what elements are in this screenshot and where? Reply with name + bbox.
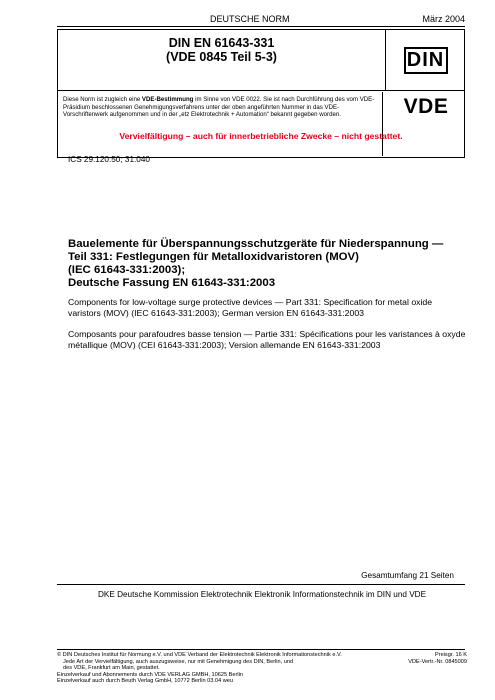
footer-line-4: Einzelverkauf und Abonnements durch VDE VERLAG GMBH, 10625 Berlin — [57, 671, 243, 678]
footer-line-3: des VDE, Frankfurt am Main, gestattet. — [63, 665, 160, 672]
header-rule — [57, 26, 465, 27]
footer-line-5: Einzelverkauf auch durch Beuth Verlag GmbH, 10772 Berlin 03.04 weu — [57, 678, 233, 685]
vde-logo-cell — [387, 92, 465, 158]
din-logo — [404, 47, 448, 74]
footer-rule — [57, 649, 465, 650]
vde-logo — [404, 95, 449, 119]
footer-line-2: Jede Art der Vervielfältigung, auch auszugsweise, nur mit Genehmigung des DIN, Berlin, und — [63, 658, 294, 665]
norm-type: DEUTSCHE NORM — [210, 14, 290, 24]
main-title-line-1: Bauelemente für Überspannungsschutzgeräte für Niederspannung — — [68, 238, 444, 250]
vde-notice — [63, 92, 383, 156]
footer-copyright — [57, 652, 407, 685]
vde-notice-bold: VDE-Bestimmung — [141, 96, 194, 103]
reproduction-notice: Vervielfältigung – auch für innerbetriebliche Zwecke – nicht gestattet. — [119, 131, 403, 141]
issue-date: März 2004 — [422, 14, 465, 24]
vde-notice-text-1: Diese Norm ist zugleich eine — [63, 96, 142, 103]
footer-line-1: © DIN Deutsches Institut für Normung e.V. und VDE Verband der Elektrotechnik Elektronik Informationstechnik e.V. — [57, 652, 342, 658]
vde-classification: (VDE 0845 Teil 5-3) — [166, 50, 277, 64]
title-cell — [58, 30, 386, 91]
dke-line: DKE Deutsche Kommission Elektrotechnik Elektronik Informationstechnik im DIN und VDE — [97, 590, 427, 599]
din-logo-cell — [386, 30, 465, 91]
main-title-line-4: Deutsche Fassung EN 61643-331:2003 — [68, 277, 276, 289]
price-group: Preisgr. 16 K — [434, 652, 467, 658]
main-title-line-2: Teil 331: Festlegungen für Metalloxidvaristoren (MOV) — [68, 251, 359, 263]
vde-notice-text-2: im Sinne von VDE 0022. Sie ist nach Durchführung des vom VDE-Präsidium beschlossenen Genehmigungsverfahrens unter der oben angeführten Nummer in das VDE-Vorschriftenwerk aufgenommen und in der „etz Elektrotechnik + Automation“ bekannt gegeben worden. — [63, 96, 375, 119]
standard-number: DIN EN 61643-331 — [168, 36, 275, 50]
english-title: Components for low-voltage surge protective devices — Part 331: Specification for metal oxide varistors (MOV) (IEC 61643-331:2003); German version EN 61643-331:2003 — [68, 297, 433, 318]
ics-code: ICS 29.120.50; 31.040 — [68, 155, 150, 164]
main-title — [68, 238, 468, 290]
french-title: Composants pour parafoudres basse tension — Partie 331: Spécifications pour les varistances à oxyde métallique (MOV) (CEI 61643-331:2003); Version allemande EN 61643-331:2003 — [68, 329, 466, 350]
vde-logo-text: VDE — [403, 95, 449, 118]
footer-order-info — [408, 652, 467, 665]
total-pages: Gesamtumfang 21 Seiten — [361, 571, 454, 580]
order-number: VDE-Vertr.-Nr. 0845009 — [408, 658, 467, 665]
din-logo-text: DIN — [406, 48, 445, 71]
main-title-line-3: (IEC 61643-331:2003); — [68, 264, 186, 276]
total-pages-rule — [57, 584, 465, 585]
